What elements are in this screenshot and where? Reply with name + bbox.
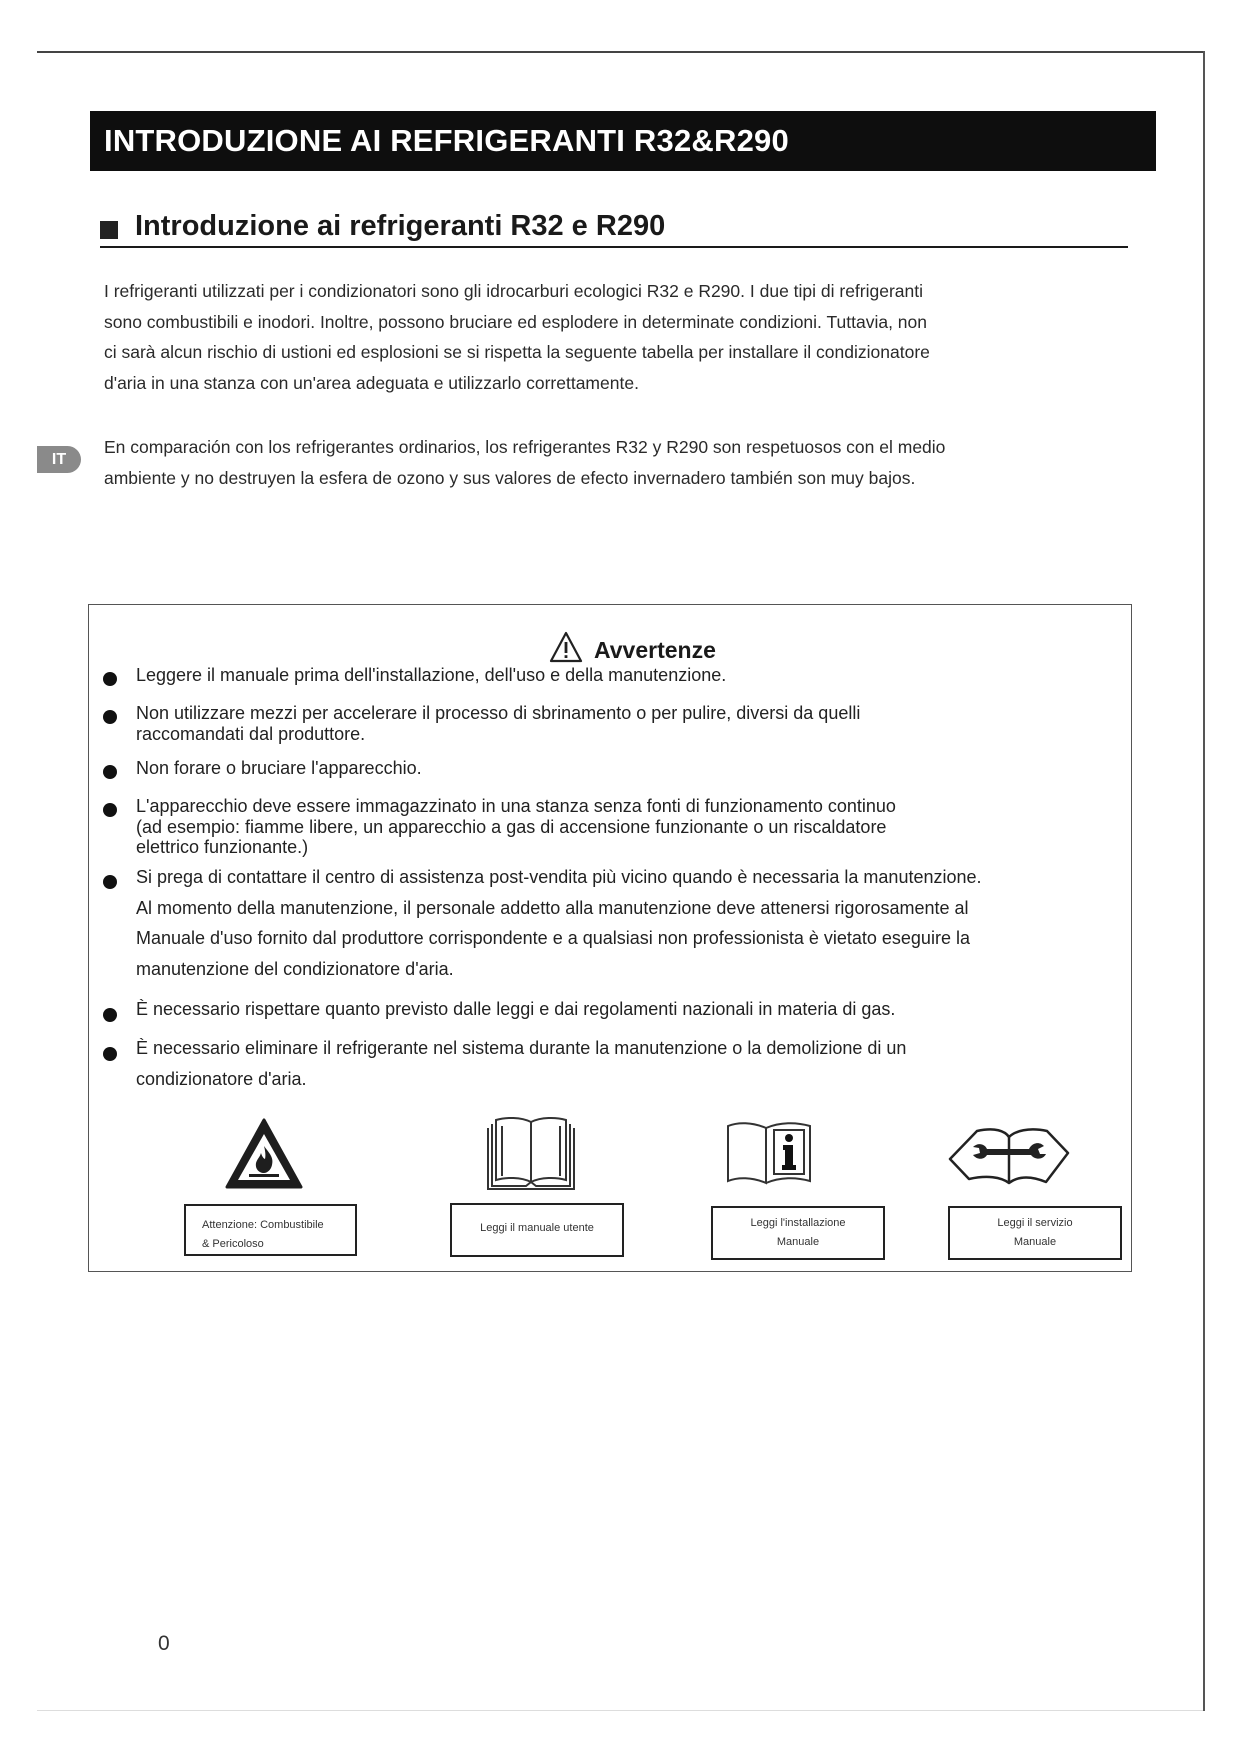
symbol-label-user-manual bbox=[450, 1203, 624, 1257]
warning-line: È necessario rispettare quanto previsto dalle leggi e dai regolamenti nazionali in materia di gas. bbox=[136, 999, 896, 1019]
warnings-title: Avvertenze bbox=[594, 637, 716, 663]
warning-line: Al momento della manutenzione, il personale addetto alla manutenzione deve attenersi rigorosamente al bbox=[136, 897, 969, 918]
warning-line: Si prega di contattare il centro di assistenza post-vendita più vicino quando è necessaria la manutenzione. bbox=[136, 867, 982, 887]
bullet-dot bbox=[103, 672, 117, 686]
service-manual-icon bbox=[947, 1123, 1071, 1185]
warning-text bbox=[136, 796, 1106, 858]
warning-text bbox=[136, 1033, 1106, 1094]
bullet-dot bbox=[103, 1047, 117, 1061]
symbol-label-line: Manuale bbox=[1013, 1236, 1057, 1248]
warning-text bbox=[136, 758, 1106, 779]
page-number: 0 bbox=[158, 1632, 170, 1655]
symbol-label-installation-manual bbox=[711, 1206, 885, 1260]
symbol-label-line: Attenzione: Combustibile bbox=[202, 1219, 324, 1231]
warning-text bbox=[136, 994, 1106, 1025]
bullet-dot bbox=[103, 710, 117, 724]
section-heading bbox=[100, 210, 1128, 248]
warning-line: (ad esempio: fiamme libere, un apparecchio a gas di accensione funzionante o un riscaldatore bbox=[136, 816, 887, 837]
paragraph-line: I refrigeranti utilizzati per i condizionatori sono gli idrocarburi ecologici R32 e R290. I due tipi di refrigeranti bbox=[104, 281, 924, 301]
symbol-label-line: Leggi il servizio bbox=[997, 1217, 1073, 1229]
section-bullet-square bbox=[100, 221, 118, 239]
flammable-warning-icon bbox=[224, 1117, 304, 1191]
installation-manual-icon bbox=[726, 1120, 812, 1186]
intro-paragraph-spanish bbox=[104, 432, 1104, 493]
warning-line: L'apparecchio deve essere immagazzinato in una stanza senza fonti di funzionamento continuo bbox=[136, 796, 896, 816]
right-rule bbox=[1203, 51, 1205, 1711]
warning-triangle-icon bbox=[549, 631, 583, 663]
bullet-dot bbox=[103, 765, 117, 779]
warning-line: condizionatore d'aria. bbox=[136, 1068, 307, 1089]
language-tab: IT bbox=[37, 446, 81, 473]
warning-line: Manuale d'uso fornito dal produttore corrispondente e a qualsiasi non professionista è vietato eseguire la bbox=[136, 928, 970, 948]
section-title: Introduzione ai refrigeranti R32 e R290 bbox=[135, 210, 666, 242]
symbol-label-flammable bbox=[184, 1204, 357, 1256]
symbol-label-line: & Pericoloso bbox=[202, 1238, 264, 1250]
warning-line: È necessario eliminare il refrigerante nel sistema durante la manutenzione o la demolizione di un bbox=[136, 1038, 907, 1058]
symbol-label-service-manual bbox=[948, 1206, 1122, 1260]
warning-line: Leggere il manuale prima dell'installazione, dell'uso e della manutenzione. bbox=[136, 665, 727, 685]
warning-line: Non utilizzare mezzi per accelerare il processo di sbrinamento o per pulire, diversi da quelli bbox=[136, 703, 861, 723]
paragraph-line: d'aria in una stanza con un'area adeguata e utilizzarlo correttamente. bbox=[104, 372, 639, 393]
open-book-icon bbox=[486, 1114, 576, 1190]
warning-text bbox=[136, 703, 1106, 744]
warning-text bbox=[136, 665, 1106, 686]
paragraph-line: ambiente y no destruyen la esfera de ozono y sus valores de efecto invernadero también son muy bajos. bbox=[104, 467, 916, 488]
paragraph-line: sono combustibili e inodori. Inoltre, possono bruciare ed esplodere in determinate condizioni. Tuttavia, non bbox=[104, 311, 927, 332]
symbol-label-line: Leggi l'installazione bbox=[750, 1217, 846, 1229]
page-title: INTRODUZIONE AI REFRIGERANTI R32&R290 bbox=[90, 111, 1156, 171]
paragraph-line: En comparación con los refrigerantes ordinarios, los refrigerantes R32 y R290 son respetuosos con el medio bbox=[104, 437, 946, 457]
symbol-label-line: Manuale bbox=[776, 1236, 820, 1248]
bottom-rule bbox=[37, 1710, 1203, 1711]
bullet-dot bbox=[103, 875, 117, 889]
bullet-dot bbox=[103, 1008, 117, 1022]
symbol-label-line: Leggi il manuale utente bbox=[480, 1222, 594, 1234]
warning-text bbox=[136, 862, 1106, 984]
intro-paragraph-italian bbox=[104, 276, 1104, 398]
warning-line: raccomandati dal produttore. bbox=[136, 723, 366, 744]
warning-line: manutenzione del condizionatore d'aria. bbox=[136, 958, 454, 979]
warning-line: elettrico funzionante.) bbox=[136, 837, 309, 857]
top-rule bbox=[37, 51, 1205, 53]
paragraph-line: ci sarà alcun rischio di ustioni ed esplosioni se si rispetta la seguente tabella per installare il condizionatore bbox=[104, 342, 930, 362]
warnings-box bbox=[88, 604, 1132, 1272]
bullet-dot bbox=[103, 803, 117, 817]
warning-line: Non forare o bruciare l'apparecchio. bbox=[136, 758, 422, 778]
